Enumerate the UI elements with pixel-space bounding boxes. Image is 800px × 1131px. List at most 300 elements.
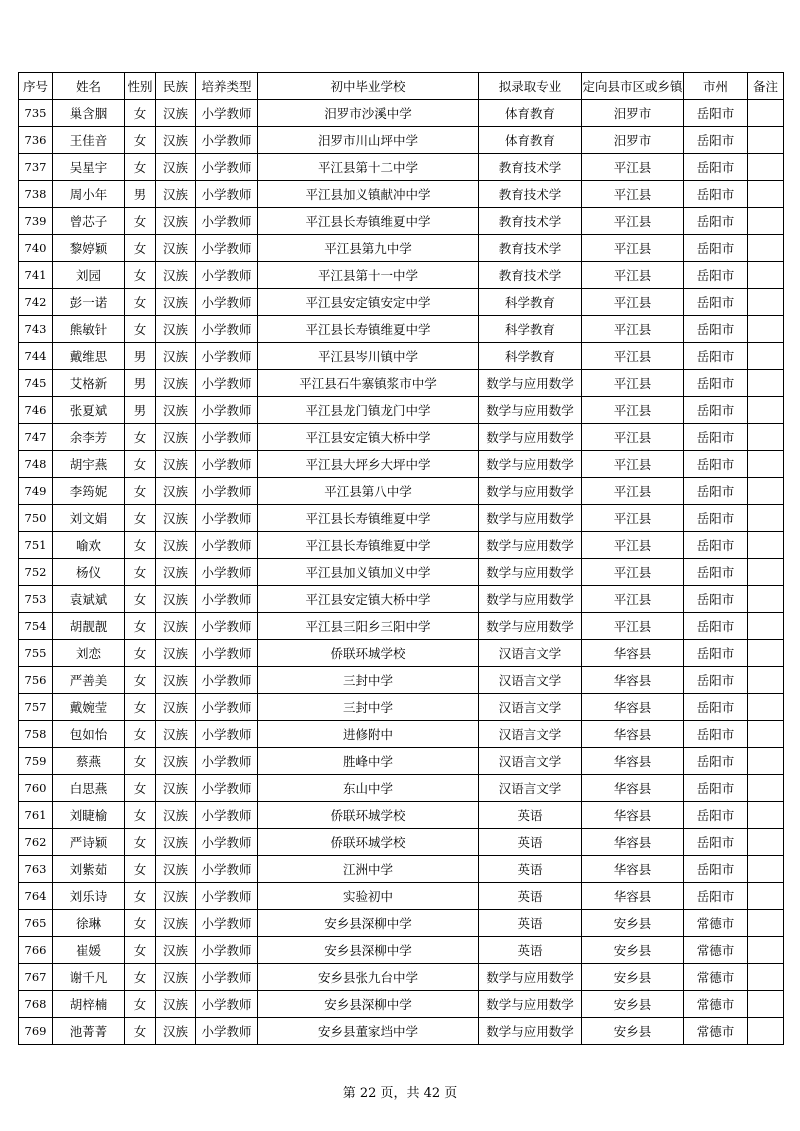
cell-training-type: 小学教师 [196,613,258,640]
table-header-row [19,73,784,100]
cell-target-county: 平江县 [582,370,684,397]
cell-seq: 750 [19,505,53,532]
cell-city: 岳阳市 [684,505,748,532]
cell-seq: 756 [19,667,53,694]
cell-training-type: 小学教师 [196,451,258,478]
cell-gender: 女 [125,451,156,478]
cell-seq: 768 [19,991,53,1018]
cell-seq: 755 [19,640,53,667]
cell-seq: 738 [19,181,53,208]
cell-seq: 753 [19,586,53,613]
cell-name: 刘园 [53,262,125,289]
cell-ethnicity: 汉族 [156,208,196,235]
cell-target-county: 华容县 [582,883,684,910]
cell-name: 黎婷颖 [53,235,125,262]
cell-major: 汉语言文学 [479,721,582,748]
cell-remarks [748,748,784,775]
cell-junior-school: 平江县长寿镇维夏中学 [258,532,479,559]
table-row [19,802,784,829]
cell-ethnicity: 汉族 [156,397,196,424]
cell-gender: 男 [125,397,156,424]
cell-city: 常德市 [684,991,748,1018]
cell-major: 英语 [479,829,582,856]
cell-name: 严诗颖 [53,829,125,856]
cell-training-type: 小学教师 [196,343,258,370]
cell-name: 余李芳 [53,424,125,451]
cell-seq: 760 [19,775,53,802]
cell-name: 池菁菁 [53,1018,125,1045]
cell-remarks [748,559,784,586]
cell-training-type: 小学教师 [196,856,258,883]
table-row [19,181,784,208]
cell-junior-school: 汨罗市沙溪中学 [258,100,479,127]
cell-ethnicity: 汉族 [156,316,196,343]
table-row [19,505,784,532]
cell-target-county: 华容县 [582,640,684,667]
cell-gender: 女 [125,235,156,262]
cell-target-county: 平江县 [582,451,684,478]
cell-target-county: 安乡县 [582,937,684,964]
cell-remarks [748,964,784,991]
cell-seq: 762 [19,829,53,856]
cell-junior-school: 平江县安定镇安定中学 [258,289,479,316]
table-row [19,235,784,262]
cell-gender: 女 [125,154,156,181]
cell-remarks [748,370,784,397]
cell-target-county: 华容县 [582,721,684,748]
table-row [19,100,784,127]
cell-major: 教育技术学 [479,154,582,181]
cell-target-county: 平江县 [582,478,684,505]
table-row [19,478,784,505]
cell-name: 白思燕 [53,775,125,802]
cell-gender: 女 [125,586,156,613]
cell-city: 岳阳市 [684,262,748,289]
table-row [19,721,784,748]
cell-remarks [748,505,784,532]
cell-major: 英语 [479,937,582,964]
cell-training-type: 小学教师 [196,559,258,586]
cell-major: 汉语言文学 [479,694,582,721]
cell-city: 岳阳市 [684,343,748,370]
cell-name: 周小年 [53,181,125,208]
cell-city: 岳阳市 [684,883,748,910]
table-row [19,262,784,289]
cell-major: 数学与应用数学 [479,397,582,424]
cell-major: 数学与应用数学 [479,532,582,559]
cell-name: 戴婉莹 [53,694,125,721]
cell-remarks [748,640,784,667]
cell-name: 曾芯子 [53,208,125,235]
cell-gender: 男 [125,181,156,208]
cell-target-county: 平江县 [582,316,684,343]
cell-training-type: 小学教师 [196,721,258,748]
cell-gender: 女 [125,775,156,802]
cell-remarks [748,775,784,802]
table-row [19,1018,784,1045]
cell-ethnicity: 汉族 [156,451,196,478]
cell-gender: 女 [125,127,156,154]
cell-gender: 女 [125,883,156,910]
cell-junior-school: 安乡县张九台中学 [258,964,479,991]
cell-name: 刘恋 [53,640,125,667]
cell-name: 艾格新 [53,370,125,397]
cell-remarks [748,478,784,505]
cell-training-type: 小学教师 [196,1018,258,1045]
cell-major: 数学与应用数学 [479,370,582,397]
cell-junior-school: 胜峰中学 [258,748,479,775]
cell-junior-school: 平江县长寿镇维夏中学 [258,316,479,343]
cell-major: 科学教育 [479,289,582,316]
cell-seq: 757 [19,694,53,721]
cell-ethnicity: 汉族 [156,613,196,640]
cell-remarks [748,181,784,208]
cell-seq: 735 [19,100,53,127]
cell-junior-school: 安乡县董家垱中学 [258,1018,479,1045]
cell-junior-school: 平江县岑川镇中学 [258,343,479,370]
cell-name: 彭一诺 [53,289,125,316]
cell-training-type: 小学教师 [196,802,258,829]
cell-seq: 746 [19,397,53,424]
cell-target-county: 平江县 [582,505,684,532]
cell-seq: 749 [19,478,53,505]
cell-remarks [748,1018,784,1045]
cell-target-county: 平江县 [582,154,684,181]
cell-seq: 752 [19,559,53,586]
cell-major: 数学与应用数学 [479,505,582,532]
cell-gender: 女 [125,559,156,586]
cell-junior-school: 平江县龙门镇龙门中学 [258,397,479,424]
cell-city: 岳阳市 [684,802,748,829]
cell-remarks [748,721,784,748]
cell-city: 岳阳市 [684,451,748,478]
cell-gender: 女 [125,991,156,1018]
cell-city: 岳阳市 [684,370,748,397]
cell-remarks [748,262,784,289]
cell-ethnicity: 汉族 [156,910,196,937]
cell-ethnicity: 汉族 [156,154,196,181]
cell-ethnicity: 汉族 [156,964,196,991]
cell-name: 喻欢 [53,532,125,559]
cell-junior-school: 平江县安定镇大桥中学 [258,586,479,613]
cell-ethnicity: 汉族 [156,775,196,802]
cell-junior-school: 侨联环城学校 [258,640,479,667]
cell-major: 科学教育 [479,343,582,370]
cell-ethnicity: 汉族 [156,262,196,289]
cell-ethnicity: 汉族 [156,694,196,721]
cell-city: 岳阳市 [684,127,748,154]
cell-name: 刘睫榆 [53,802,125,829]
cell-remarks [748,154,784,181]
table-row [19,316,784,343]
cell-seq: 740 [19,235,53,262]
cell-junior-school: 平江县三阳乡三阳中学 [258,613,479,640]
cell-city: 岳阳市 [684,289,748,316]
cell-seq: 744 [19,343,53,370]
table-row [19,559,784,586]
cell-junior-school: 平江县第十二中学 [258,154,479,181]
cell-seq: 766 [19,937,53,964]
cell-ethnicity: 汉族 [156,370,196,397]
cell-junior-school: 进修附中 [258,721,479,748]
cell-junior-school: 安乡县深柳中学 [258,991,479,1018]
cell-name: 李筠妮 [53,478,125,505]
cell-training-type: 小学教师 [196,910,258,937]
cell-name: 王佳音 [53,127,125,154]
cell-city: 岳阳市 [684,613,748,640]
cell-major: 汉语言文学 [479,748,582,775]
cell-target-county: 华容县 [582,856,684,883]
cell-target-county: 华容县 [582,694,684,721]
cell-gender: 女 [125,856,156,883]
cell-training-type: 小学教师 [196,181,258,208]
cell-seq: 764 [19,883,53,910]
table-row [19,694,784,721]
cell-remarks [748,694,784,721]
cell-ethnicity: 汉族 [156,478,196,505]
cell-seq: 743 [19,316,53,343]
cell-city: 岳阳市 [684,667,748,694]
cell-training-type: 小学教师 [196,748,258,775]
cell-seq: 742 [19,289,53,316]
cell-junior-school: 江洲中学 [258,856,479,883]
cell-gender: 女 [125,208,156,235]
cell-target-county: 安乡县 [582,910,684,937]
cell-seq: 748 [19,451,53,478]
cell-remarks [748,316,784,343]
cell-city: 岳阳市 [684,181,748,208]
cell-city: 岳阳市 [684,316,748,343]
header-junior-school: 初中毕业学校 [258,73,479,100]
cell-training-type: 小学教师 [196,694,258,721]
cell-seq: 751 [19,532,53,559]
cell-remarks [748,829,784,856]
cell-gender: 男 [125,343,156,370]
cell-major: 英语 [479,883,582,910]
cell-city: 岳阳市 [684,640,748,667]
cell-ethnicity: 汉族 [156,424,196,451]
cell-city: 岳阳市 [684,100,748,127]
table-row [19,937,784,964]
page-footer: 第 22 页，共 42 页 [342,1086,458,1101]
cell-training-type: 小学教师 [196,289,258,316]
cell-junior-school: 平江县加义镇献冲中学 [258,181,479,208]
header-major: 拟录取专业 [479,73,582,100]
table-row [19,424,784,451]
cell-major: 数学与应用数学 [479,424,582,451]
table-row [19,343,784,370]
cell-ethnicity: 汉族 [156,559,196,586]
cell-training-type: 小学教师 [196,316,258,343]
table-row [19,154,784,181]
cell-city: 岳阳市 [684,208,748,235]
cell-city: 岳阳市 [684,559,748,586]
cell-training-type: 小学教师 [196,937,258,964]
cell-ethnicity: 汉族 [156,991,196,1018]
cell-training-type: 小学教师 [196,964,258,991]
cell-target-county: 平江县 [582,397,684,424]
cell-major: 数学与应用数学 [479,586,582,613]
cell-gender: 女 [125,424,156,451]
cell-target-county: 平江县 [582,424,684,451]
cell-junior-school: 平江县加义镇加义中学 [258,559,479,586]
cell-training-type: 小学教师 [196,208,258,235]
cell-city: 岳阳市 [684,397,748,424]
cell-target-county: 平江县 [582,262,684,289]
cell-major: 汉语言文学 [479,775,582,802]
cell-ethnicity: 汉族 [156,127,196,154]
cell-ethnicity: 汉族 [156,100,196,127]
cell-target-county: 汨罗市 [582,127,684,154]
cell-ethnicity: 汉族 [156,505,196,532]
cell-junior-school: 平江县长寿镇维夏中学 [258,505,479,532]
cell-target-county: 平江县 [582,559,684,586]
cell-remarks [748,532,784,559]
table-row [19,397,784,424]
cell-major: 汉语言文学 [479,667,582,694]
cell-ethnicity: 汉族 [156,235,196,262]
cell-target-county: 平江县 [582,289,684,316]
cell-training-type: 小学教师 [196,478,258,505]
cell-gender: 女 [125,910,156,937]
cell-gender: 女 [125,802,156,829]
cell-junior-school: 侨联环城学校 [258,802,479,829]
cell-gender: 女 [125,964,156,991]
cell-major: 英语 [479,856,582,883]
cell-ethnicity: 汉族 [156,640,196,667]
cell-gender: 女 [125,829,156,856]
cell-major: 科学教育 [479,316,582,343]
cell-seq: 758 [19,721,53,748]
cell-name: 袁斌斌 [53,586,125,613]
cell-remarks [748,802,784,829]
cell-ethnicity: 汉族 [156,802,196,829]
cell-training-type: 小学教师 [196,775,258,802]
cell-major: 数学与应用数学 [479,613,582,640]
cell-junior-school: 东山中学 [258,775,479,802]
cell-seq: 767 [19,964,53,991]
cell-name: 戴维思 [53,343,125,370]
cell-target-county: 华容县 [582,667,684,694]
cell-major: 英语 [479,802,582,829]
cell-target-county: 华容县 [582,775,684,802]
cell-seq: 736 [19,127,53,154]
cell-major: 数学与应用数学 [479,559,582,586]
cell-major: 数学与应用数学 [479,1018,582,1045]
cell-remarks [748,208,784,235]
cell-remarks [748,991,784,1018]
cell-major: 数学与应用数学 [479,451,582,478]
cell-seq: 769 [19,1018,53,1045]
cell-city: 岳阳市 [684,235,748,262]
cell-junior-school: 汨罗市川山坪中学 [258,127,479,154]
table-row [19,964,784,991]
cell-ethnicity: 汉族 [156,721,196,748]
cell-name: 刘文娟 [53,505,125,532]
cell-training-type: 小学教师 [196,262,258,289]
table-row [19,775,784,802]
cell-remarks [748,667,784,694]
cell-training-type: 小学教师 [196,991,258,1018]
cell-target-county: 平江县 [582,208,684,235]
table-body [19,100,784,1045]
cell-training-type: 小学教师 [196,829,258,856]
cell-gender: 男 [125,370,156,397]
cell-training-type: 小学教师 [196,505,258,532]
cell-major: 英语 [479,910,582,937]
cell-city: 岳阳市 [684,694,748,721]
cell-name: 巢含胭 [53,100,125,127]
cell-junior-school: 平江县第九中学 [258,235,479,262]
cell-target-county: 华容县 [582,748,684,775]
cell-training-type: 小学教师 [196,640,258,667]
cell-city: 岳阳市 [684,748,748,775]
cell-remarks [748,343,784,370]
cell-seq: 745 [19,370,53,397]
cell-junior-school: 三封中学 [258,667,479,694]
cell-gender: 女 [125,613,156,640]
table-row [19,127,784,154]
table-row [19,613,784,640]
cell-target-county: 华容县 [582,802,684,829]
cell-ethnicity: 汉族 [156,289,196,316]
cell-gender: 女 [125,748,156,775]
cell-target-county: 平江县 [582,181,684,208]
cell-gender: 女 [125,100,156,127]
cell-ethnicity: 汉族 [156,532,196,559]
admission-table [18,72,784,1045]
cell-name: 刘乐诗 [53,883,125,910]
cell-target-county: 平江县 [582,532,684,559]
cell-city: 常德市 [684,1018,748,1045]
cell-gender: 女 [125,532,156,559]
cell-remarks [748,127,784,154]
cell-ethnicity: 汉族 [156,667,196,694]
cell-city: 常德市 [684,937,748,964]
cell-ethnicity: 汉族 [156,937,196,964]
table-row [19,667,784,694]
cell-ethnicity: 汉族 [156,343,196,370]
cell-junior-school: 安乡县深柳中学 [258,937,479,964]
cell-training-type: 小学教师 [196,127,258,154]
cell-junior-school: 平江县安定镇大桥中学 [258,424,479,451]
cell-major: 体育教育 [479,127,582,154]
cell-name: 胡宇燕 [53,451,125,478]
cell-seq: 741 [19,262,53,289]
cell-target-county: 汨罗市 [582,100,684,127]
table-row [19,289,784,316]
cell-major: 数学与应用数学 [479,964,582,991]
cell-ethnicity: 汉族 [156,586,196,613]
cell-remarks [748,451,784,478]
cell-training-type: 小学教师 [196,154,258,181]
cell-junior-school: 安乡县深柳中学 [258,910,479,937]
cell-ethnicity: 汉族 [156,181,196,208]
cell-seq: 765 [19,910,53,937]
cell-gender: 女 [125,1018,156,1045]
cell-name: 包如怡 [53,721,125,748]
table-row [19,856,784,883]
cell-name: 谢千凡 [53,964,125,991]
cell-name: 杨仪 [53,559,125,586]
cell-seq: 763 [19,856,53,883]
cell-junior-school: 侨联环城学校 [258,829,479,856]
cell-remarks [748,586,784,613]
cell-seq: 747 [19,424,53,451]
cell-gender: 女 [125,478,156,505]
cell-ethnicity: 汉族 [156,856,196,883]
cell-training-type: 小学教师 [196,397,258,424]
